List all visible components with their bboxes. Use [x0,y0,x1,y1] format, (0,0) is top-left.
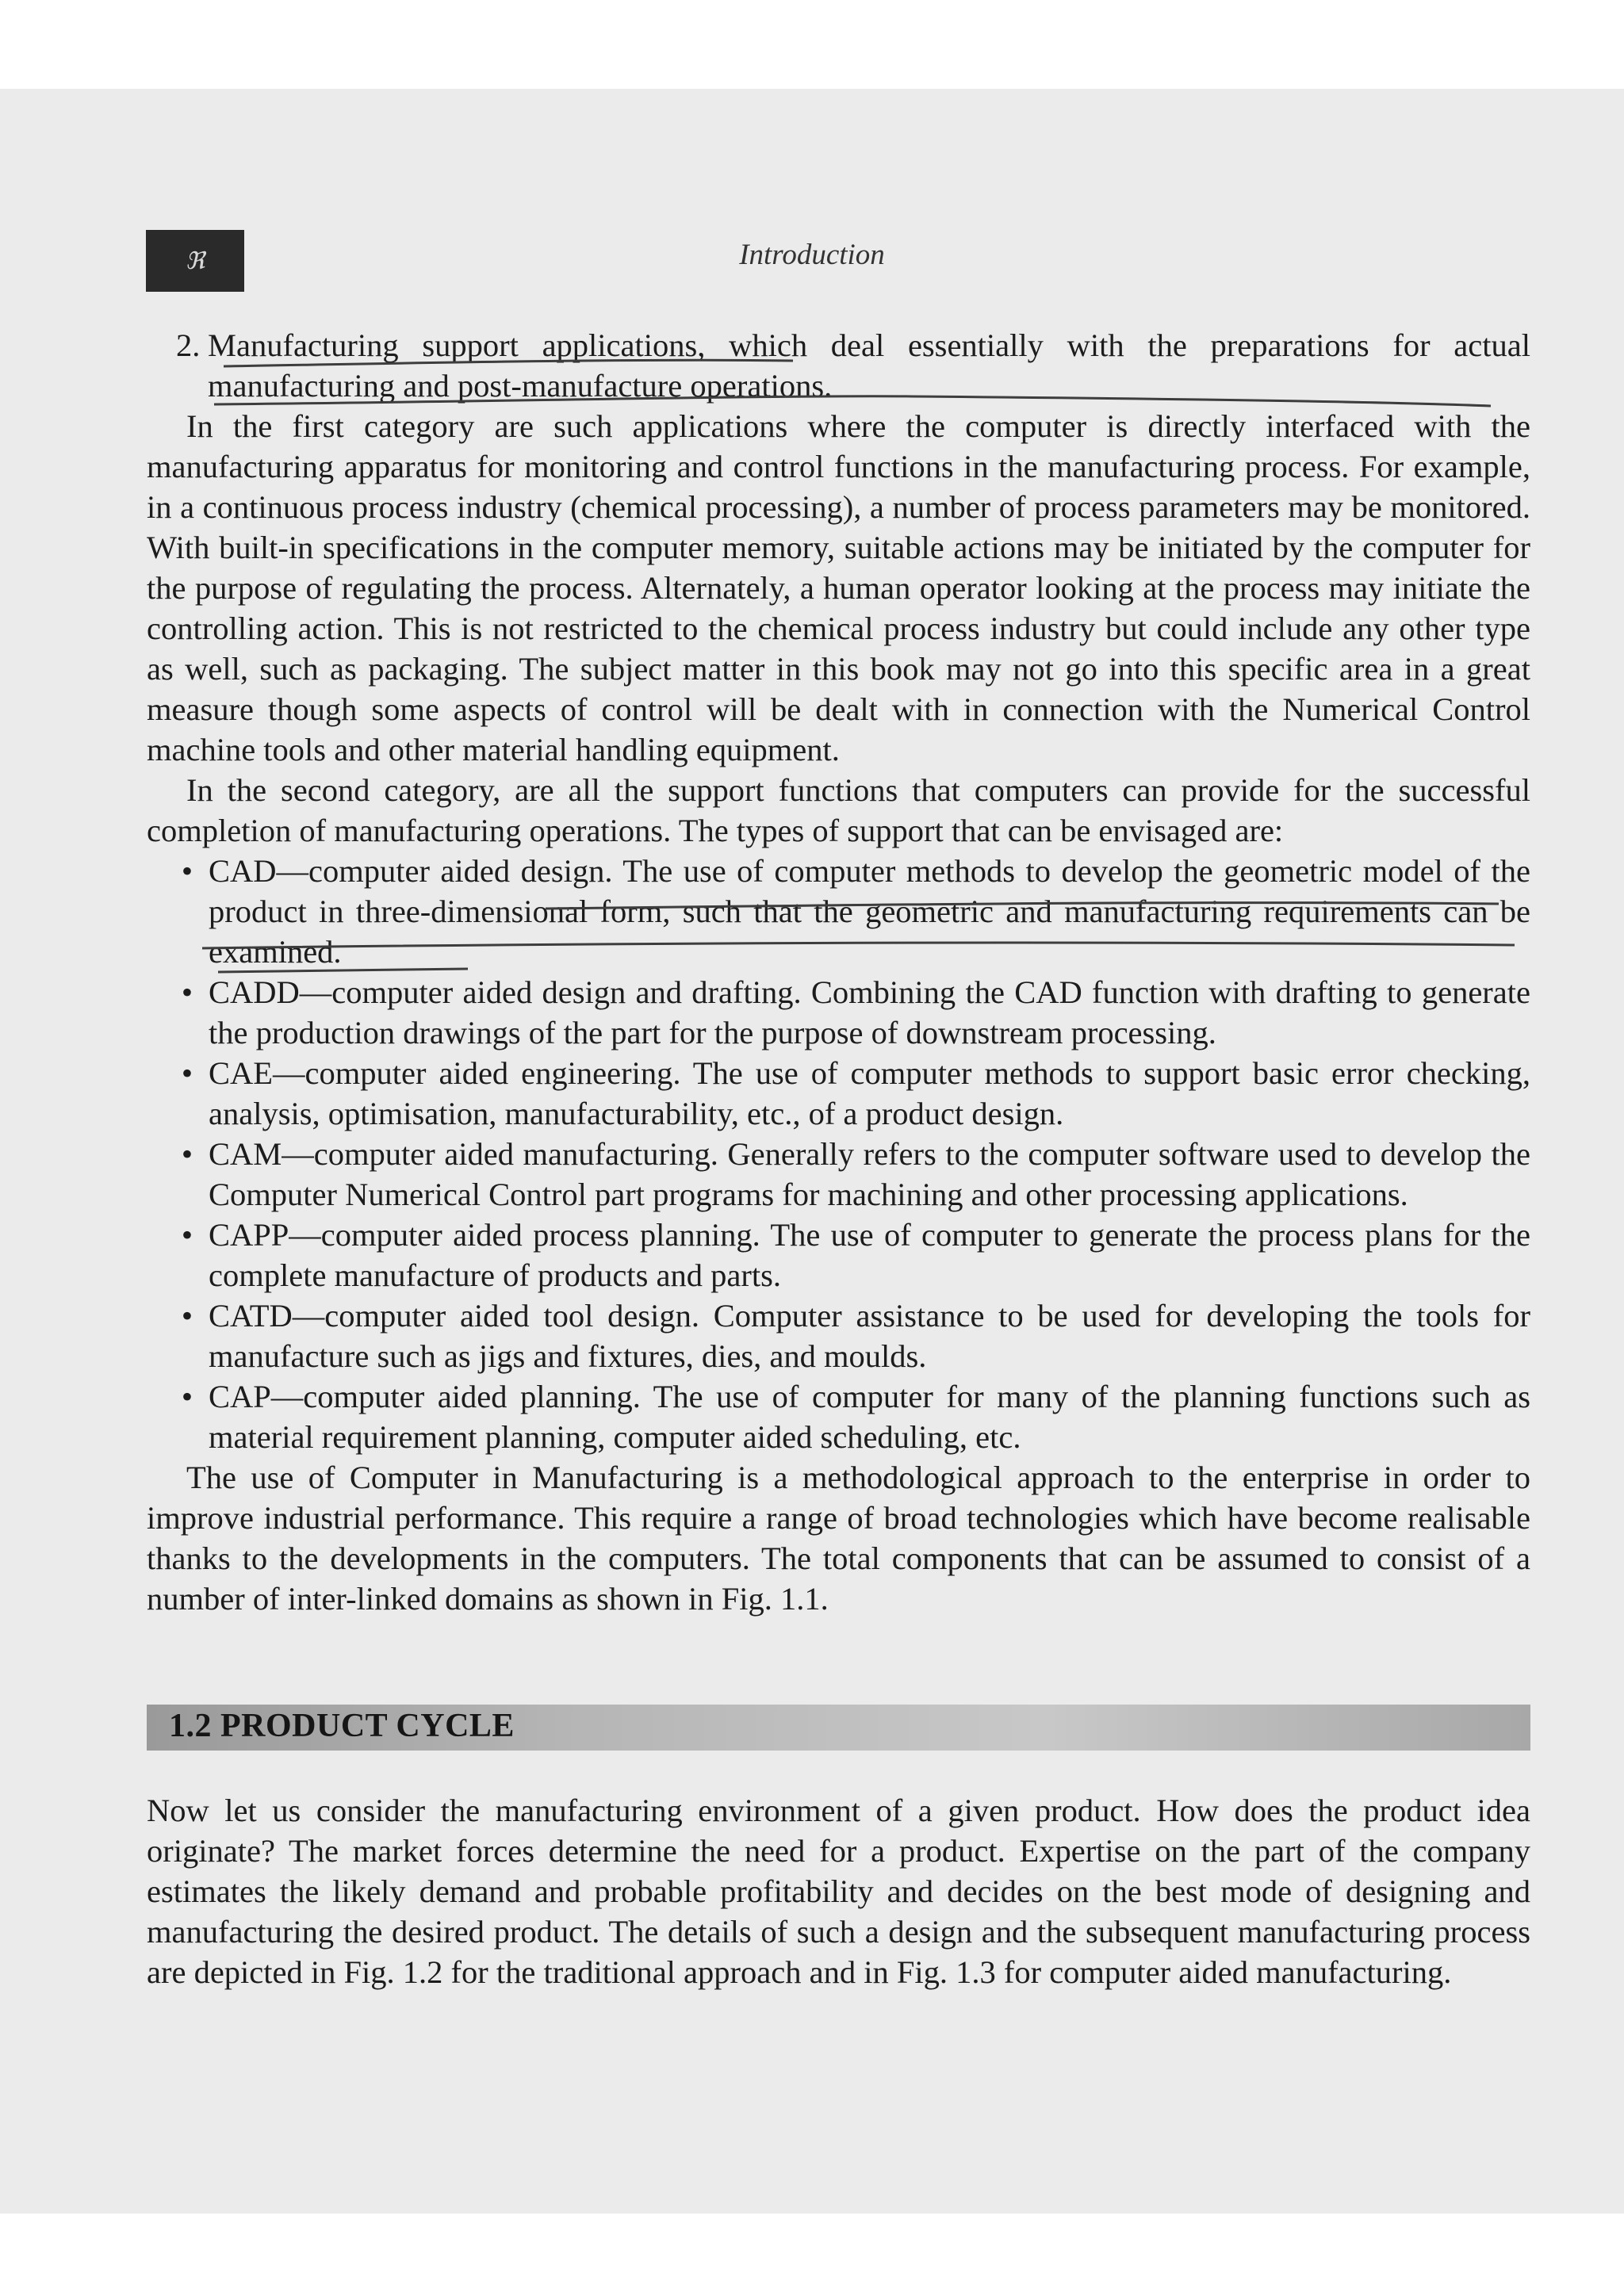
numbered-item-2 [147,325,1530,406]
item-text: Manufacturing support applications, which deal essentially with the preparations for actual manufacturing and post-manufacture operations. [208,327,1530,404]
scan-margin-top [0,0,1624,89]
list-item: • CAM—computer aided manufacturing. Generally refers to the computer software used to develop the Computer Numerical Control part programs for machining and other processing applications. [147,1134,1530,1215]
bullet-icon: • [181,1217,193,1253]
bullet-icon: • [181,1136,193,1172]
bullet-icon: • [181,1055,193,1091]
body-text-bottom [147,1790,1530,1992]
support-functions-list [147,851,1530,1457]
section-heading-bar [147,1705,1530,1751]
bullet-icon: • [181,853,193,889]
list-item: • CAD—computer aided design. The use of computer methods to develop the geometric model of the product in three-dimensional form, such that the geometric and manufacturing requirements can be examined. [147,851,1530,972]
bullet-icon: • [181,1379,193,1414]
paragraph-second-category: In the second category, are all the support functions that computers can provide for the successful completion of manufacturing operations. The types of support that can be envisaged are: [147,772,1530,848]
list-item: • CAPP—computer aided process planning. The use of computer to generate the process plans for the complete manufacture of products and parts. [147,1215,1530,1295]
bullet-icon: • [181,974,193,1010]
list-item: • CATD—computer aided tool design. Computer assistance to be used for developing the tools for manufacture such as jigs and fixtures, dies, and moulds. [147,1295,1530,1376]
list-item: • CAE—computer aided engineering. The use of computer methods to support basic error checking, analysis, optimisation, manufacturability, etc., of a product design. [147,1053,1530,1134]
section-heading: 1.2 PRODUCT CYCLE [169,1708,515,1744]
paragraph-first-category: In the first category are such applications where the computer is directly interfaced with the manufacturing apparatus for monitoring and control functions in the manufacturing process. For example, in a continuous process industry (chemical processing), a number of process parameters may be monitored. With built-in specifications in the computer memory, suitable actions may be initiated by the computer for the purpose of regulating the process. Alternately, a human operator looking at the process may initiate the controlling action. This is not restricted to the chemical process industry but could include any other type as well, such as packaging. The subject matter in this book may not go into this specific area in a great measure though some aspects of control will be dealt with in connection with the Numerical Control machine tools and other material handling equipment. [147,408,1530,767]
body-text-top [147,325,1530,1619]
list-item: • CAP—computer aided planning. The use of computer for many of the planning functions such as material requirement planning, computer aided scheduling, etc. [147,1376,1530,1457]
scan-margin-bottom [0,2214,1624,2296]
paragraph-cim-approach: The use of Computer in Manufacturing is a methodological approach to the enterprise in order to improve industrial performance. This require a range of broad technologies which have become realisable thanks to the developments in the computers. The total components that can be assumed to consist of a number of inter-linked domains as shown in Fig. 1.1. [147,1460,1530,1617]
item-number: 2. [176,327,201,363]
list-item: • CADD—computer aided design and drafting. Combining the CAD function with drafting to generate the production drawings of the part for the purpose of downstream processing. [147,972,1530,1053]
page-mark: ℜ [146,230,244,292]
bullet-icon: • [181,1298,193,1334]
running-header: Introduction [739,239,885,271]
paragraph-product-cycle: Now let us consider the manufacturing environment of a given product. How does the product idea originate? The market forces determine the need for a product. Expertise on the part of the company estimates the likely demand and probable profitability and decides on the best mode of designing and manufacturing the desired product. The details of such a design and the subsequent manufacturing process are depicted in Fig. 1.2 for the traditional approach and in Fig. 1.3 for computer aided manufacturing. [147,1793,1530,1990]
